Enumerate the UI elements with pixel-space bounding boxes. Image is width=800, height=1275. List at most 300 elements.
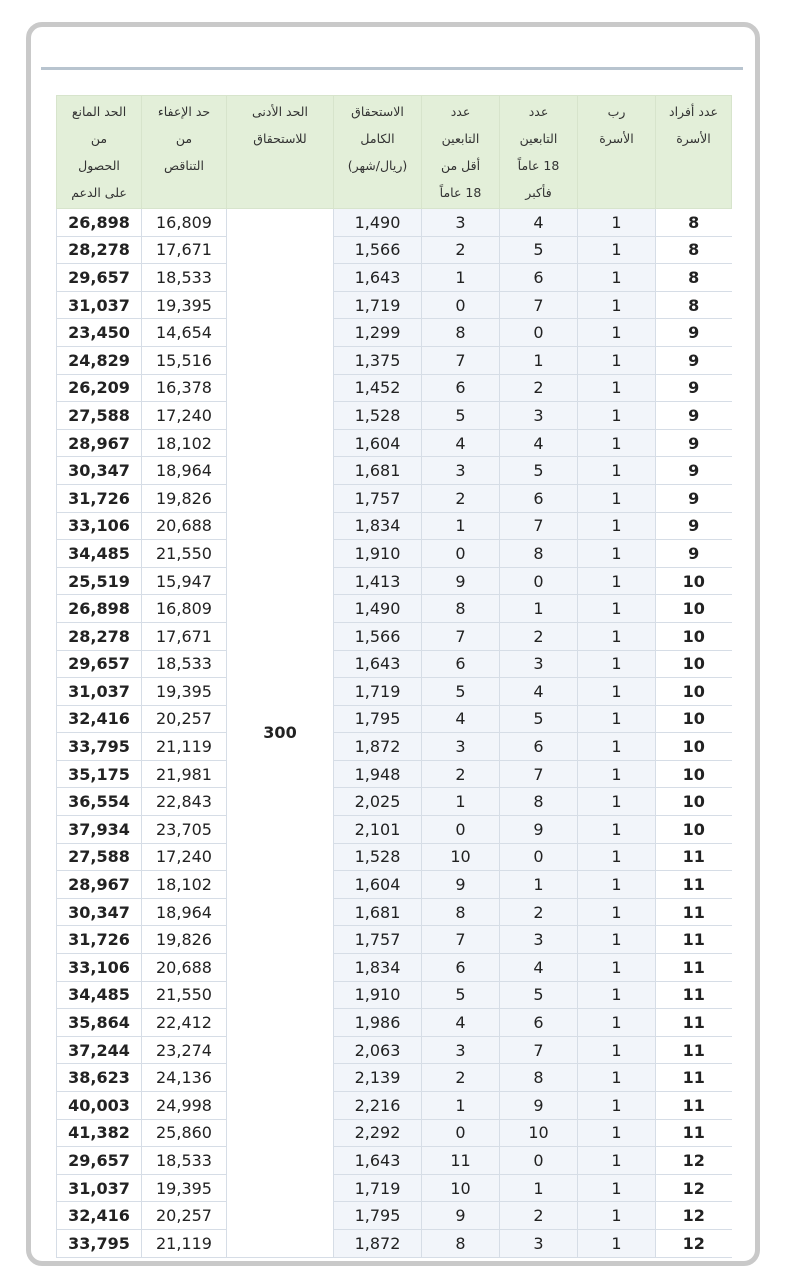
cell-family-size: 9 (656, 512, 732, 540)
cell-child-dependents: 11 (422, 1147, 500, 1175)
cell-exemption-limit: 18,102 (142, 871, 227, 899)
cell-head: 1 (578, 760, 656, 788)
cell-exemption-limit: 15,947 (142, 567, 227, 595)
cell-child-dependents: 3 (422, 457, 500, 485)
cell-full-entitlement: 1,872 (334, 1229, 422, 1257)
table-row (57, 236, 732, 264)
cell-exemption-limit: 23,274 (142, 1036, 227, 1064)
table-body (57, 209, 732, 1258)
cell-full-entitlement: 2,139 (334, 1064, 422, 1092)
table-row (57, 954, 732, 982)
cell-full-entitlement: 1,986 (334, 1009, 422, 1037)
table-row (57, 705, 732, 733)
cell-family-size: 9 (656, 402, 732, 430)
cell-family-size: 8 (656, 236, 732, 264)
cell-head: 1 (578, 650, 656, 678)
table-row (57, 871, 732, 899)
cell-child-dependents: 2 (422, 760, 500, 788)
cell-adult-dependents: 6 (500, 733, 578, 761)
cell-cutoff-limit: 38,623 (57, 1064, 142, 1092)
cell-cutoff-limit: 37,244 (57, 1036, 142, 1064)
cell-adult-dependents: 3 (500, 926, 578, 954)
cell-full-entitlement: 1,910 (334, 540, 422, 568)
cell-family-size: 10 (656, 733, 732, 761)
cell-adult-dependents: 4 (500, 954, 578, 982)
cell-head: 1 (578, 816, 656, 844)
cell-full-entitlement: 1,872 (334, 733, 422, 761)
cell-child-dependents: 5 (422, 402, 500, 430)
table-row (57, 816, 732, 844)
cell-adult-dependents: 2 (500, 374, 578, 402)
cell-adult-dependents: 3 (500, 402, 578, 430)
cell-adult-dependents: 2 (500, 898, 578, 926)
cell-cutoff-limit: 31,726 (57, 926, 142, 954)
cell-cutoff-limit: 28,967 (57, 429, 142, 457)
table-row (57, 650, 732, 678)
cell-family-size: 10 (656, 567, 732, 595)
table-row (57, 760, 732, 788)
cell-full-entitlement: 1,757 (334, 926, 422, 954)
header-divider (41, 67, 743, 70)
cell-child-dependents: 3 (422, 1036, 500, 1064)
cell-cutoff-limit: 28,967 (57, 871, 142, 899)
cell-cutoff-limit: 30,347 (57, 457, 142, 485)
cell-child-dependents: 9 (422, 567, 500, 595)
cell-family-size: 12 (656, 1202, 732, 1230)
cell-child-dependents: 10 (422, 1174, 500, 1202)
cell-family-size: 11 (656, 926, 732, 954)
cell-exemption-limit: 18,533 (142, 1147, 227, 1175)
table-row (57, 291, 732, 319)
cell-cutoff-limit: 33,795 (57, 733, 142, 761)
support-eligibility-table (56, 95, 732, 1258)
cell-family-size: 11 (656, 871, 732, 899)
cell-full-entitlement: 2,216 (334, 1092, 422, 1120)
cell-adult-dependents: 5 (500, 705, 578, 733)
cell-adult-dependents: 8 (500, 1064, 578, 1092)
cell-child-dependents: 8 (422, 319, 500, 347)
cell-full-entitlement: 1,910 (334, 981, 422, 1009)
header-head-of-family: رب الأسرة (578, 96, 656, 209)
cell-cutoff-limit: 34,485 (57, 981, 142, 1009)
cell-exemption-limit: 20,688 (142, 954, 227, 982)
cell-head: 1 (578, 319, 656, 347)
table-row (57, 374, 732, 402)
cell-family-size: 11 (656, 898, 732, 926)
cell-family-size: 9 (656, 374, 732, 402)
cell-family-size: 9 (656, 457, 732, 485)
cell-full-entitlement: 1,643 (334, 1147, 422, 1175)
cell-head: 1 (578, 1036, 656, 1064)
header-adult-dependents: عدد التابعين 18 عاماً فأكبر (500, 96, 578, 209)
header-exemption-limit: حد الإعفاء من التناقص (142, 96, 227, 209)
cell-exemption-limit: 19,395 (142, 1174, 227, 1202)
cell-adult-dependents: 8 (500, 788, 578, 816)
cell-adult-dependents: 7 (500, 512, 578, 540)
cell-adult-dependents: 0 (500, 843, 578, 871)
cell-cutoff-limit: 33,795 (57, 1229, 142, 1257)
cell-head: 1 (578, 705, 656, 733)
cell-child-dependents: 7 (422, 622, 500, 650)
cell-full-entitlement: 1,566 (334, 236, 422, 264)
cell-head: 1 (578, 209, 656, 237)
table-row (57, 567, 732, 595)
cell-exemption-limit: 16,809 (142, 209, 227, 237)
cell-full-entitlement: 1,719 (334, 1174, 422, 1202)
cell-child-dependents: 10 (422, 843, 500, 871)
cell-exemption-limit: 17,240 (142, 402, 227, 430)
table-row (57, 1174, 732, 1202)
cell-child-dependents: 5 (422, 678, 500, 706)
cell-family-size: 8 (656, 291, 732, 319)
cell-head: 1 (578, 788, 656, 816)
cell-full-entitlement: 1,681 (334, 457, 422, 485)
cell-cutoff-limit: 31,037 (57, 678, 142, 706)
cell-child-dependents: 4 (422, 429, 500, 457)
header-minimum-entitlement: الحد الأدنى للاستحقاق (227, 96, 334, 209)
cell-exemption-limit: 18,533 (142, 650, 227, 678)
cell-exemption-limit: 24,998 (142, 1092, 227, 1120)
cell-cutoff-limit: 33,106 (57, 954, 142, 982)
cell-adult-dependents: 2 (500, 1202, 578, 1230)
cell-full-entitlement: 1,719 (334, 678, 422, 706)
cell-exemption-limit: 14,654 (142, 319, 227, 347)
cell-exemption-limit: 21,550 (142, 981, 227, 1009)
cell-child-dependents: 4 (422, 705, 500, 733)
cell-full-entitlement: 1,528 (334, 402, 422, 430)
cell-head: 1 (578, 981, 656, 1009)
cell-head: 1 (578, 1064, 656, 1092)
cell-head: 1 (578, 954, 656, 982)
cell-exemption-limit: 18,102 (142, 429, 227, 457)
cell-child-dependents: 0 (422, 540, 500, 568)
cell-full-entitlement: 1,643 (334, 650, 422, 678)
cell-cutoff-limit: 41,382 (57, 1119, 142, 1147)
table-row (57, 788, 732, 816)
cell-full-entitlement: 2,101 (334, 816, 422, 844)
cell-exemption-limit: 16,378 (142, 374, 227, 402)
cell-adult-dependents: 10 (500, 1119, 578, 1147)
cell-cutoff-limit: 26,209 (57, 374, 142, 402)
document-frame (26, 22, 760, 1266)
cell-child-dependents: 3 (422, 209, 500, 237)
table-row (57, 622, 732, 650)
cell-head: 1 (578, 484, 656, 512)
cell-cutoff-limit: 35,864 (57, 1009, 142, 1037)
cell-head: 1 (578, 236, 656, 264)
cell-family-size: 9 (656, 429, 732, 457)
table-row (57, 1202, 732, 1230)
cell-child-dependents: 3 (422, 733, 500, 761)
cell-child-dependents: 8 (422, 1229, 500, 1257)
cell-child-dependents: 9 (422, 1202, 500, 1230)
cell-full-entitlement: 1,834 (334, 954, 422, 982)
cell-exemption-limit: 25,860 (142, 1119, 227, 1147)
table-row (57, 678, 732, 706)
cell-family-size: 8 (656, 209, 732, 237)
cell-family-size: 9 (656, 346, 732, 374)
cell-cutoff-limit: 30,347 (57, 898, 142, 926)
cell-family-size: 12 (656, 1174, 732, 1202)
cell-cutoff-limit: 27,588 (57, 843, 142, 871)
cell-cutoff-limit: 26,898 (57, 595, 142, 623)
cell-adult-dependents: 0 (500, 1147, 578, 1175)
cell-exemption-limit: 19,826 (142, 484, 227, 512)
cell-cutoff-limit: 31,037 (57, 1174, 142, 1202)
cell-full-entitlement: 1,490 (334, 595, 422, 623)
cell-full-entitlement: 2,063 (334, 1036, 422, 1064)
cell-head: 1 (578, 402, 656, 430)
cell-family-size: 11 (656, 843, 732, 871)
cell-child-dependents: 1 (422, 264, 500, 292)
cell-child-dependents: 1 (422, 512, 500, 540)
cell-head: 1 (578, 1202, 656, 1230)
header-family-size: عدد أفراد الأسرة (656, 96, 732, 209)
cell-head: 1 (578, 1092, 656, 1120)
cell-adult-dependents: 1 (500, 1174, 578, 1202)
cell-full-entitlement: 1,413 (334, 567, 422, 595)
cell-full-entitlement: 2,025 (334, 788, 422, 816)
cell-full-entitlement: 1,795 (334, 1202, 422, 1230)
cell-exemption-limit: 20,257 (142, 705, 227, 733)
cell-exemption-limit: 19,395 (142, 291, 227, 319)
cell-cutoff-limit: 33,106 (57, 512, 142, 540)
cell-adult-dependents: 5 (500, 457, 578, 485)
table-row (57, 1147, 732, 1175)
cell-exemption-limit: 20,688 (142, 512, 227, 540)
cell-family-size: 11 (656, 954, 732, 982)
header-cutoff-limit: الحد المانع من الحصول على الدعم (57, 96, 142, 209)
cell-minimum-entitlement: 300 (227, 209, 334, 1258)
cell-adult-dependents: 6 (500, 484, 578, 512)
table-row (57, 1064, 732, 1092)
cell-cutoff-limit: 27,588 (57, 402, 142, 430)
cell-full-entitlement: 2,292 (334, 1119, 422, 1147)
header-child-dependents: عدد التابعين أقل من 18 عاماً (422, 96, 500, 209)
cell-family-size: 8 (656, 264, 732, 292)
cell-head: 1 (578, 733, 656, 761)
cell-adult-dependents: 5 (500, 981, 578, 1009)
cell-adult-dependents: 7 (500, 760, 578, 788)
cell-child-dependents: 6 (422, 374, 500, 402)
cell-family-size: 9 (656, 484, 732, 512)
table-row (57, 1036, 732, 1064)
cell-full-entitlement: 1,490 (334, 209, 422, 237)
cell-family-size: 11 (656, 1119, 732, 1147)
cell-head: 1 (578, 264, 656, 292)
table-row (57, 346, 732, 374)
cell-exemption-limit: 23,705 (142, 816, 227, 844)
table-row (57, 926, 732, 954)
cell-child-dependents: 0 (422, 1119, 500, 1147)
cell-adult-dependents: 3 (500, 1229, 578, 1257)
cell-adult-dependents: 0 (500, 319, 578, 347)
cell-adult-dependents: 6 (500, 264, 578, 292)
cell-family-size: 11 (656, 1036, 732, 1064)
cell-child-dependents: 7 (422, 346, 500, 374)
cell-cutoff-limit: 29,657 (57, 264, 142, 292)
cell-cutoff-limit: 31,726 (57, 484, 142, 512)
cell-full-entitlement: 1,681 (334, 898, 422, 926)
cell-family-size: 10 (656, 760, 732, 788)
cell-head: 1 (578, 1119, 656, 1147)
cell-adult-dependents: 9 (500, 816, 578, 844)
table-row (57, 595, 732, 623)
cell-adult-dependents: 4 (500, 429, 578, 457)
cell-cutoff-limit: 25,519 (57, 567, 142, 595)
cell-family-size: 10 (656, 816, 732, 844)
cell-child-dependents: 5 (422, 981, 500, 1009)
cell-exemption-limit: 18,533 (142, 264, 227, 292)
cell-exemption-limit: 21,119 (142, 733, 227, 761)
cell-child-dependents: 0 (422, 816, 500, 844)
cell-exemption-limit: 16,809 (142, 595, 227, 623)
cell-cutoff-limit: 29,657 (57, 650, 142, 678)
cell-child-dependents: 4 (422, 1009, 500, 1037)
cell-child-dependents: 7 (422, 926, 500, 954)
cell-exemption-limit: 17,671 (142, 622, 227, 650)
cell-family-size: 11 (656, 981, 732, 1009)
cell-cutoff-limit: 26,898 (57, 209, 142, 237)
cell-family-size: 9 (656, 319, 732, 347)
cell-cutoff-limit: 31,037 (57, 291, 142, 319)
cell-child-dependents: 0 (422, 291, 500, 319)
table-row (57, 209, 732, 237)
cell-head: 1 (578, 1147, 656, 1175)
cell-head: 1 (578, 1174, 656, 1202)
cell-full-entitlement: 1,719 (334, 291, 422, 319)
cell-adult-dependents: 5 (500, 236, 578, 264)
cell-exemption-limit: 21,119 (142, 1229, 227, 1257)
table-row (57, 484, 732, 512)
cell-full-entitlement: 1,643 (334, 264, 422, 292)
table-row (57, 1092, 732, 1120)
cell-exemption-limit: 19,395 (142, 678, 227, 706)
cell-head: 1 (578, 622, 656, 650)
cell-full-entitlement: 1,795 (334, 705, 422, 733)
cell-full-entitlement: 1,604 (334, 871, 422, 899)
cell-adult-dependents: 4 (500, 209, 578, 237)
cell-exemption-limit: 17,671 (142, 236, 227, 264)
cell-head: 1 (578, 871, 656, 899)
cell-child-dependents: 9 (422, 871, 500, 899)
cell-exemption-limit: 20,257 (142, 1202, 227, 1230)
cell-exemption-limit: 17,240 (142, 843, 227, 871)
cell-head: 1 (578, 1009, 656, 1037)
cell-head: 1 (578, 843, 656, 871)
cell-family-size: 10 (656, 705, 732, 733)
cell-adult-dependents: 7 (500, 291, 578, 319)
table-row (57, 429, 732, 457)
cell-child-dependents: 1 (422, 788, 500, 816)
cell-exemption-limit: 19,826 (142, 926, 227, 954)
cell-full-entitlement: 1,604 (334, 429, 422, 457)
cell-family-size: 11 (656, 1009, 732, 1037)
table-row (57, 540, 732, 568)
cell-full-entitlement: 1,375 (334, 346, 422, 374)
table-row (57, 981, 732, 1009)
table-header (57, 96, 732, 209)
cell-family-size: 10 (656, 678, 732, 706)
cell-head: 1 (578, 540, 656, 568)
cell-child-dependents: 2 (422, 1064, 500, 1092)
cell-family-size: 9 (656, 540, 732, 568)
cell-child-dependents: 8 (422, 898, 500, 926)
table-row (57, 733, 732, 761)
cell-head: 1 (578, 926, 656, 954)
cell-child-dependents: 2 (422, 484, 500, 512)
cell-adult-dependents: 3 (500, 650, 578, 678)
cell-head: 1 (578, 374, 656, 402)
table-row (57, 1119, 732, 1147)
table-row (57, 319, 732, 347)
cell-full-entitlement: 1,757 (334, 484, 422, 512)
cell-head: 1 (578, 898, 656, 926)
table-row (57, 843, 732, 871)
cell-adult-dependents: 6 (500, 1009, 578, 1037)
cell-family-size: 11 (656, 1092, 732, 1120)
table-row (57, 1229, 732, 1257)
cell-full-entitlement: 1,566 (334, 622, 422, 650)
cell-adult-dependents: 0 (500, 567, 578, 595)
cell-adult-dependents: 9 (500, 1092, 578, 1120)
cell-cutoff-limit: 28,278 (57, 622, 142, 650)
cell-cutoff-limit: 35,175 (57, 760, 142, 788)
header-full-entitlement: الاستحقاق الكامل (ريال/شهر) (334, 96, 422, 209)
cell-exemption-limit: 21,981 (142, 760, 227, 788)
table-row (57, 898, 732, 926)
cell-family-size: 10 (656, 595, 732, 623)
cell-cutoff-limit: 37,934 (57, 816, 142, 844)
cell-exemption-limit: 22,412 (142, 1009, 227, 1037)
cell-head: 1 (578, 429, 656, 457)
cell-adult-dependents: 4 (500, 678, 578, 706)
table-row (57, 402, 732, 430)
cell-head: 1 (578, 678, 656, 706)
cell-head: 1 (578, 567, 656, 595)
cell-full-entitlement: 1,528 (334, 843, 422, 871)
cell-exemption-limit: 21,550 (142, 540, 227, 568)
cell-head: 1 (578, 457, 656, 485)
cell-head: 1 (578, 1229, 656, 1257)
cell-family-size: 10 (656, 788, 732, 816)
cell-exemption-limit: 22,843 (142, 788, 227, 816)
cell-cutoff-limit: 32,416 (57, 1202, 142, 1230)
cell-head: 1 (578, 291, 656, 319)
table-row (57, 512, 732, 540)
cell-head: 1 (578, 512, 656, 540)
cell-cutoff-limit: 24,829 (57, 346, 142, 374)
cell-adult-dependents: 1 (500, 595, 578, 623)
cell-exemption-limit: 15,516 (142, 346, 227, 374)
cell-exemption-limit: 24,136 (142, 1064, 227, 1092)
cell-child-dependents: 1 (422, 1092, 500, 1120)
cell-exemption-limit: 18,964 (142, 457, 227, 485)
cell-cutoff-limit: 29,657 (57, 1147, 142, 1175)
cell-family-size: 10 (656, 622, 732, 650)
cell-cutoff-limit: 36,554 (57, 788, 142, 816)
cell-family-size: 12 (656, 1229, 732, 1257)
table-row (57, 457, 732, 485)
table-row (57, 1009, 732, 1037)
cell-family-size: 10 (656, 650, 732, 678)
cell-family-size: 11 (656, 1064, 732, 1092)
cell-child-dependents: 6 (422, 954, 500, 982)
cell-cutoff-limit: 23,450 (57, 319, 142, 347)
cell-child-dependents: 2 (422, 236, 500, 264)
cell-head: 1 (578, 595, 656, 623)
cell-full-entitlement: 1,452 (334, 374, 422, 402)
